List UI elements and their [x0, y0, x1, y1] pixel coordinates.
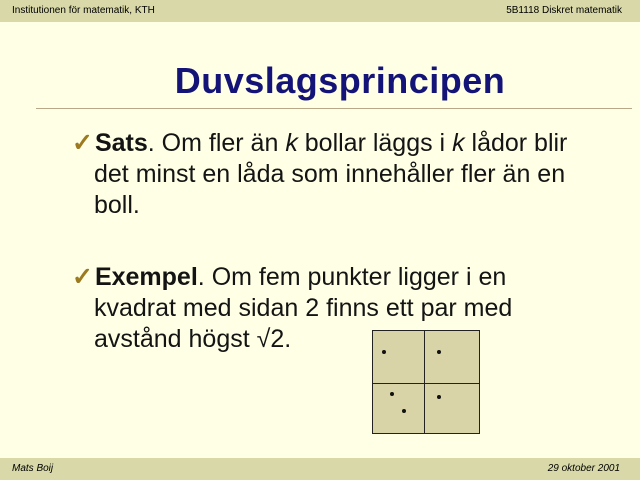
- slide-title: Duvslagsprincipen: [174, 60, 506, 101]
- example-label: Exempel: [94, 263, 198, 291]
- horizontal-divider: [373, 383, 479, 384]
- example-paragraph: [72, 262, 612, 355]
- variable-k: k: [285, 129, 298, 157]
- check-icon: ✓: [72, 129, 93, 157]
- example-line-1: . Om fem punkter ligger i en: [197, 263, 507, 291]
- theorem-label: Sats: [94, 129, 148, 157]
- variable-k: k: [452, 129, 465, 157]
- point: [437, 395, 441, 399]
- theorem-line-3: boll.: [94, 191, 140, 219]
- title-divider: [36, 108, 632, 109]
- point: [402, 409, 406, 413]
- check-icon: ✓: [72, 263, 93, 291]
- theorem-text-c: lådor blir: [464, 129, 568, 157]
- example-line-2: kvadrat med sidan 2 finns ett par med: [94, 294, 513, 322]
- point: [390, 392, 394, 396]
- point: [382, 350, 386, 354]
- vertical-divider: [424, 331, 425, 433]
- header-bar: [0, 0, 640, 22]
- square-diagram: [372, 330, 480, 434]
- theorem-line-2: det minst en låda som innehåller fler än en: [94, 160, 566, 188]
- theorem-paragraph: [72, 128, 612, 221]
- theorem-text-b: bollar läggs i: [297, 129, 453, 157]
- date-label: 29 oktober 2001: [547, 463, 620, 474]
- author-label: Mats Boij: [12, 463, 54, 474]
- footer-bar: [0, 458, 640, 480]
- theorem-text-a: . Om fler än: [147, 129, 286, 157]
- course-label: 5B1118 Diskret matematik: [506, 5, 622, 16]
- example-line-3: avstånd högst √2.: [94, 325, 292, 353]
- point: [437, 350, 441, 354]
- institution-label: Institutionen för matematik, KTH: [12, 5, 155, 16]
